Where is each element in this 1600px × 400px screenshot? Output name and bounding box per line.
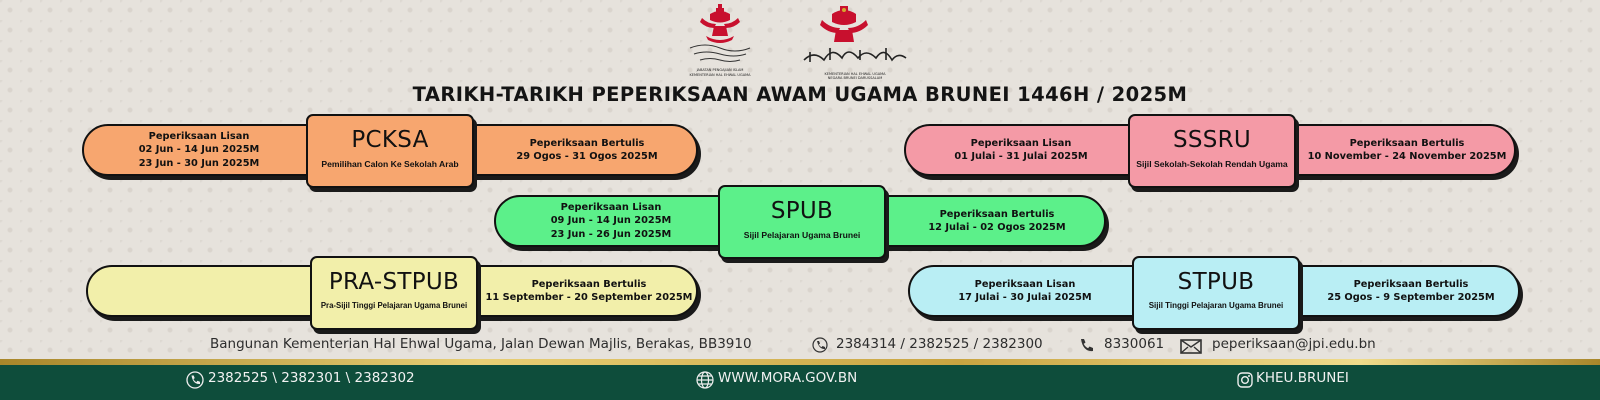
website-link[interactable]: WWW.MORA.GOV.BN [718, 370, 858, 386]
sssru-box [1128, 114, 1296, 188]
header-logos [680, 2, 920, 80]
bertulis-date: 12 Julai - 02 Ogos 2025M [928, 222, 1066, 233]
lisan-date: 02 Jun - 14 Jun 2025M [138, 144, 260, 156]
exam-name: SSSRU [1172, 127, 1252, 153]
lisan-label: Peperiksaan Lisan [560, 201, 662, 213]
contact-bar [0, 333, 1600, 357]
phone-icon [812, 337, 828, 357]
page-title: TARIKH-TARIKH PEPERIKSAAN AWAM UGAMA BRUNEI 1446H / 2025M [412, 83, 1188, 106]
bertulis-date: 25 Ogos - 9 September 2025M [1327, 292, 1495, 303]
globe-icon [696, 371, 714, 393]
footer [0, 365, 1600, 400]
exam-name: PRA-STPUB [328, 269, 460, 295]
exam-subtitle: Sijil Tinggi Pelajaran Ugama Brunei [1148, 301, 1284, 310]
bertulis-date: 29 Ogos - 31 Ogos 2025M [516, 151, 658, 162]
bertulis-label: Peperiksaan Bertulis [939, 208, 1055, 220]
mail-icon [1180, 339, 1202, 358]
lisan-date: 09 Jun - 14 Jun 2025M [550, 215, 672, 227]
lisan-label: Peperiksaan Lisan [974, 278, 1076, 290]
exam-name: PCKSA [351, 127, 429, 153]
lisan-date: 01 Julai - 31 Julai 2025M [954, 151, 1088, 162]
spub-bertulis [886, 197, 1108, 245]
instagram-link[interactable]: KHEU.BRUNEI [1256, 370, 1349, 386]
footer-phones: 2382525 \ 2382301 \ 2382302 [208, 370, 415, 386]
pcksa-box [306, 114, 474, 188]
spub-lisan [496, 197, 726, 245]
sssru-lisan [906, 126, 1136, 174]
exam-name: SPUB [770, 198, 834, 224]
phone-numbers: 2384314 / 2382525 / 2382300 [836, 336, 1043, 352]
email-link[interactable]: peperiksaan@jpi.edu.bn [1212, 336, 1376, 352]
exam-subtitle: Pra-Sijil Tinggi Pelajaran Ugama Brunei [320, 301, 468, 310]
logo-caption: JABATAN PENGAJIAN ISLAM [696, 68, 744, 72]
pra-stpub-bertulis [478, 267, 700, 315]
phone-icon [186, 371, 204, 393]
exam-name: STPUB [1177, 269, 1255, 295]
address-text: Bangunan Kementerian Hal Ehwal Ugama, Jalan Dewan Majlis, Berakas, BB3910 [210, 336, 752, 352]
bertulis-date: 10 November - 24 November 2025M [1307, 151, 1507, 162]
fax-number: 8330061 [1104, 336, 1165, 352]
stpub-bertulis [1300, 267, 1522, 315]
bertulis-label: Peperiksaan Bertulis [529, 137, 645, 149]
bertulis-label: Peperiksaan Bertulis [531, 278, 647, 290]
sssru-bertulis [1296, 126, 1518, 174]
logo-caption: KEMENTERIAN HAL EHWAL UGAMA [824, 72, 886, 76]
lisan-date: 17 Julai - 30 Julai 2025M [958, 292, 1092, 303]
spub-box [718, 185, 886, 259]
pcksa-lisan [84, 126, 314, 174]
lisan-label: Peperiksaan Lisan [970, 137, 1072, 149]
kementerian-hal-ehwal-ugama-logo [800, 2, 910, 80]
bertulis-date: 11 September - 20 September 2025M [485, 292, 693, 303]
stpub-lisan [910, 267, 1140, 315]
bertulis-label: Peperiksaan Bertulis [1349, 137, 1465, 149]
pra-stpub-box [310, 256, 478, 330]
exam-subtitle: Pemilihan Calon Ke Sekolah Arab [321, 159, 459, 169]
stpub-box [1132, 256, 1300, 330]
exam-subtitle: Sijil Sekolah-Sekolah Rendah Ugama [1136, 159, 1288, 169]
bertulis-label: Peperiksaan Bertulis [1353, 278, 1469, 290]
exam-subtitle: Sijil Pelajaran Ugama Brunei [743, 230, 861, 240]
lisan-date: 23 Jun - 30 Jun 2025M [138, 157, 260, 169]
logo-caption: NEGARA BRUNEI DARUSSALAM [827, 76, 883, 80]
instagram-icon [1236, 371, 1254, 393]
logo-caption: KEMENTERIAN HAL EHWAL UGAMA [689, 73, 751, 77]
lisan-label: Peperiksaan Lisan [148, 130, 250, 142]
fax-icon [1078, 337, 1094, 357]
lisan-date: 23 Jun - 26 Jun 2025M [550, 228, 672, 240]
jabatan-pengajian-islam-logo [680, 2, 760, 77]
pcksa-bertulis [474, 126, 700, 174]
